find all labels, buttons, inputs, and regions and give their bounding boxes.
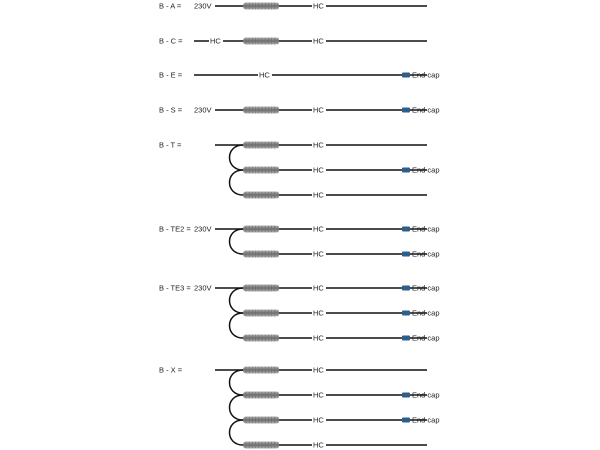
config-ba: [159, 2, 427, 11]
config-bt: [159, 141, 440, 200]
config-label: B - X =: [159, 365, 183, 375]
hc-label: HC: [313, 140, 324, 150]
heater-coil: [243, 442, 279, 449]
end-cap-label: End cap: [412, 390, 440, 400]
hc-label: HC: [313, 249, 324, 259]
end-cap-label: End cap: [412, 333, 440, 343]
cable-row: [230, 391, 440, 420]
heater-coil: [243, 392, 279, 399]
loop-connector: [230, 395, 244, 420]
loop-connector: [230, 288, 244, 313]
end-cap-icon: [402, 336, 410, 341]
loop-connector: [230, 370, 244, 395]
end-cap-icon: [402, 73, 410, 78]
end-cap-label: End cap: [412, 308, 440, 318]
config-label: B - A =: [159, 1, 182, 11]
cable-row: [215, 225, 440, 254]
cable-row: [215, 2, 427, 11]
hc-label: HC: [313, 415, 324, 425]
heater-coil: [243, 251, 279, 258]
end-cap-icon: [402, 286, 410, 291]
heater-coil: [243, 142, 279, 149]
end-cap-label: End cap: [412, 415, 440, 425]
loop-connector: [230, 145, 244, 170]
heater-coil: [243, 38, 279, 45]
config-bc: [159, 37, 427, 46]
voltage-label: 230V: [194, 224, 212, 234]
end-cap-label: End cap: [412, 105, 440, 115]
config-label: B - C =: [159, 36, 183, 46]
heater-coil: [243, 310, 279, 317]
hc-label: HC: [313, 105, 324, 115]
cable-row: [215, 106, 440, 115]
end-cap-icon: [402, 168, 410, 173]
heater-coil: [243, 3, 279, 10]
hc-label: HC: [313, 365, 324, 375]
voltage-label: 230V: [194, 283, 212, 293]
end-cap-icon: [402, 418, 410, 423]
heater-coil: [243, 417, 279, 424]
hc-label: HC: [210, 36, 221, 46]
loop-connector: [230, 313, 244, 338]
end-cap-icon: [402, 311, 410, 316]
loop-connector: [230, 170, 244, 195]
end-cap-label: End cap: [412, 249, 440, 259]
hc-label: HC: [313, 308, 324, 318]
loop-connector: [230, 420, 244, 445]
config-bs: [159, 106, 440, 115]
end-cap-icon: [402, 393, 410, 398]
loop-connector: [230, 229, 244, 254]
voltage-label: 230V: [194, 1, 212, 11]
config-label: B - T =: [159, 140, 182, 150]
end-cap-label: End cap: [412, 165, 440, 175]
hc-label: HC: [313, 1, 324, 11]
config-bx: [159, 366, 440, 450]
hc-label: HC: [313, 190, 324, 200]
cable-row: [243, 191, 427, 200]
cable-row: [194, 71, 440, 80]
cable-row: [243, 441, 427, 450]
hc-label: HC: [313, 224, 324, 234]
cable-row: [230, 416, 440, 445]
config-label: B - E =: [159, 70, 183, 80]
config-bte2: [159, 225, 440, 259]
cable-row: [243, 334, 440, 343]
hc-label: HC: [313, 333, 324, 343]
cable-row: [243, 250, 440, 259]
heater-coil: [243, 335, 279, 342]
hc-label: HC: [313, 390, 324, 400]
hc-label: HC: [313, 283, 324, 293]
heater-coil: [243, 107, 279, 114]
end-cap-label: End cap: [412, 283, 440, 293]
end-cap-icon: [402, 252, 410, 257]
cable-row: [230, 309, 440, 338]
heater-coil: [243, 285, 279, 292]
hc-label: HC: [259, 70, 270, 80]
heater-coil: [243, 192, 279, 199]
heater-coil: [243, 226, 279, 233]
voltage-label: 230V: [194, 105, 212, 115]
hc-label: HC: [313, 165, 324, 175]
end-cap-label: End cap: [412, 70, 440, 80]
config-label: B - TE3 =: [159, 283, 191, 293]
cable-row: [230, 166, 440, 195]
heater-coil: [243, 367, 279, 374]
end-cap-label: End cap: [412, 224, 440, 234]
hc-label: HC: [313, 440, 324, 450]
end-cap-icon: [402, 108, 410, 113]
config-be: [159, 71, 440, 80]
config-label: B - TE2 =: [159, 224, 191, 234]
cable-row: [215, 284, 440, 313]
hc-label: HC: [313, 36, 324, 46]
cable-row: [194, 37, 427, 46]
config-label: B - S =: [159, 105, 183, 115]
config-bte3: [159, 284, 440, 343]
end-cap-icon: [402, 227, 410, 232]
heater-coil: [243, 167, 279, 174]
